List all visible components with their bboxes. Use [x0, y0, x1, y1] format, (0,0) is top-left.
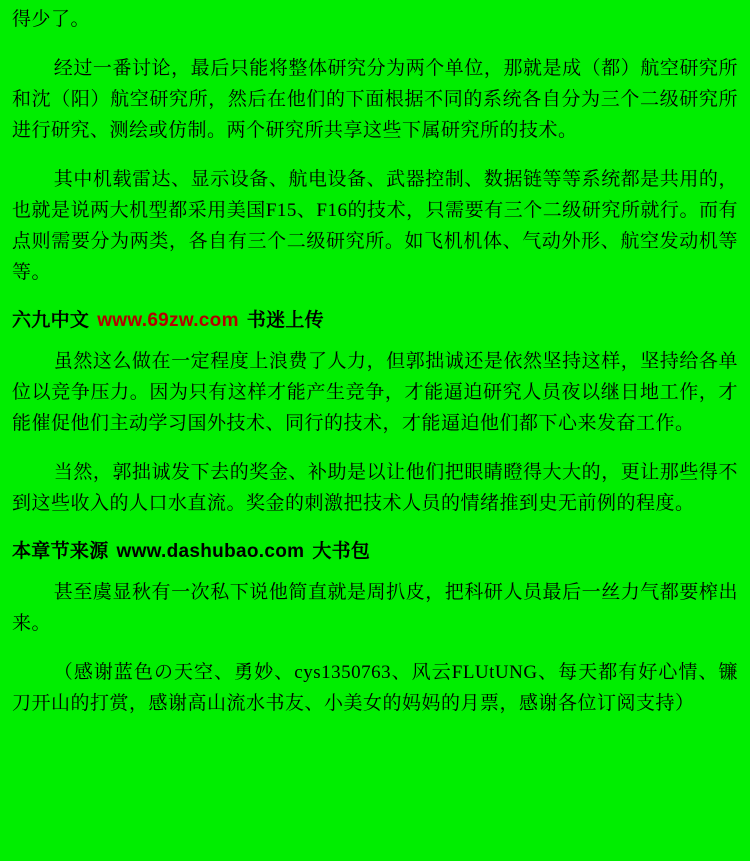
- ad-site-name-1: 六九中文: [12, 310, 90, 331]
- paragraph-6: 甚至虞显秋有一次私下说他简直就是周扒皮，把科研人员最后一丝力气都要榨出来。: [12, 582, 738, 634]
- paragraph-4: 虽然这么做在一定程度上浪费了人力，但郭拙诚还是依然坚持这样，坚持给各单位以竞争压力。因为只有这样才能产生竞争，才能逼迫研究人员夜以继日地工作，才能催促他们主动学习国外技术、同行的技术，才能逼迫他们都下心来发奋工作。: [12, 351, 738, 434]
- watermark-ad-line-1: [12, 306, 738, 336]
- paragraph-1: 得少了。: [12, 9, 91, 30]
- paragraph-3: 其中机载雷达、显示设备、航电设备、武器控制、数据链等等系统都是共用的，也就是说两大机型都采用美国F15、F16的技术，只需要有三个二级研究所就行。而有点则需要分为两类，各自有三个二级研究所。如飞机机体、气动外形、航空发动机等等。: [12, 169, 738, 283]
- ad-url-2[interactable]: www.dashubao.com: [116, 541, 305, 562]
- ad-label-2: 大书包: [312, 541, 371, 562]
- paragraph-2: 经过一番讨论，最后只能将整体研究分为两个单位，那就是成（都）航空研究所和沈（阳）航空研究所，然后在他们的下面根据不同的系统各自分为三个二级研究所进行研究、测绘或仿制。两个研究所共享这些下属研究所的技术。: [12, 58, 738, 141]
- paragraph-5: 当然，郭拙诚发下去的奖金、补助是以让他们把眼睛瞪得大大的，更让那些得不到这些收入的人口水直流。奖金的刺激把技术人员的情绪推到史无前例的程度。: [12, 462, 738, 514]
- watermark-ad-line-2: [12, 537, 738, 567]
- paragraph-7: （感谢蓝色の天空、勇妙、cys1350763、风云FLUtUNG、每天都有好心情、镰刀开山的打赏，感谢高山流水书友、小美女的妈妈的月票，感谢各位订阅支持）: [12, 662, 738, 714]
- ad-url-1[interactable]: www.69zw.com: [97, 310, 239, 331]
- ad-site-name-2: 本章节来源: [12, 541, 109, 562]
- ad-label-1: 书迷上传: [246, 310, 324, 331]
